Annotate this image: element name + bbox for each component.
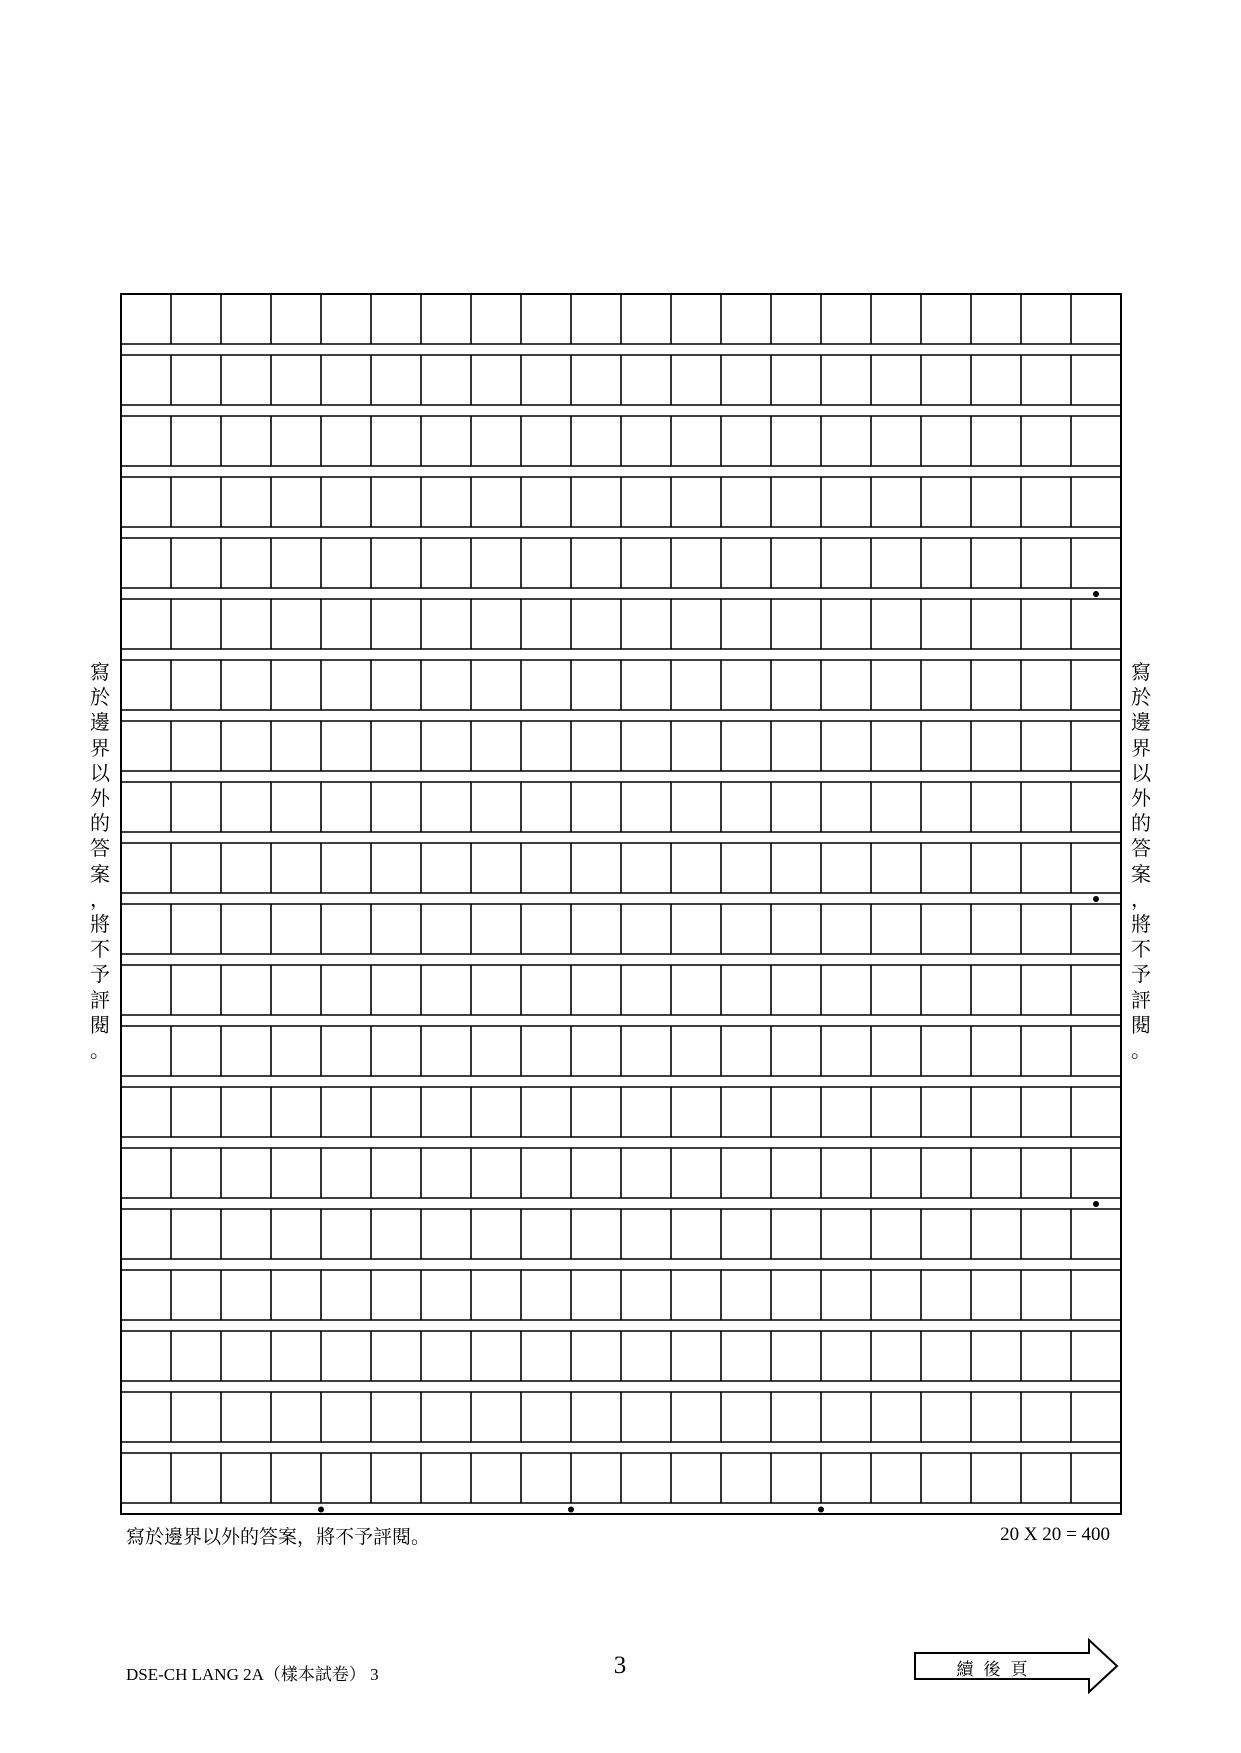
hundred-word-marker-dot	[1093, 896, 1099, 902]
composition-grid[interactable]	[120, 293, 1122, 1515]
bottom-boundary-warning: 寫於邊界以外的答案，將不予評閱。	[126, 1526, 431, 1548]
continue-label: 續後頁	[956, 1660, 1038, 1680]
right-margin-warning: 寫於邊界以外的答案，將不予評閱。	[1131, 660, 1151, 1063]
paper-code: DSE-CH LANG 2A（樣本試卷） 3	[126, 1665, 379, 1684]
left-margin-warning: 寫於邊界以外的答案，將不予評閱。	[90, 660, 110, 1063]
page-number: 3	[613, 1652, 627, 1679]
hundred-word-marker-dot	[318, 1507, 324, 1513]
hundred-word-marker-dot	[1093, 591, 1099, 597]
hundred-word-marker-dot	[818, 1507, 824, 1513]
continue-next-page-arrow	[914, 1638, 1120, 1694]
grid-capacity-label: 20 X 20 = 400	[1000, 1524, 1110, 1545]
hundred-word-marker-dot	[568, 1507, 574, 1513]
hundred-word-marker-dot	[1093, 1201, 1099, 1207]
